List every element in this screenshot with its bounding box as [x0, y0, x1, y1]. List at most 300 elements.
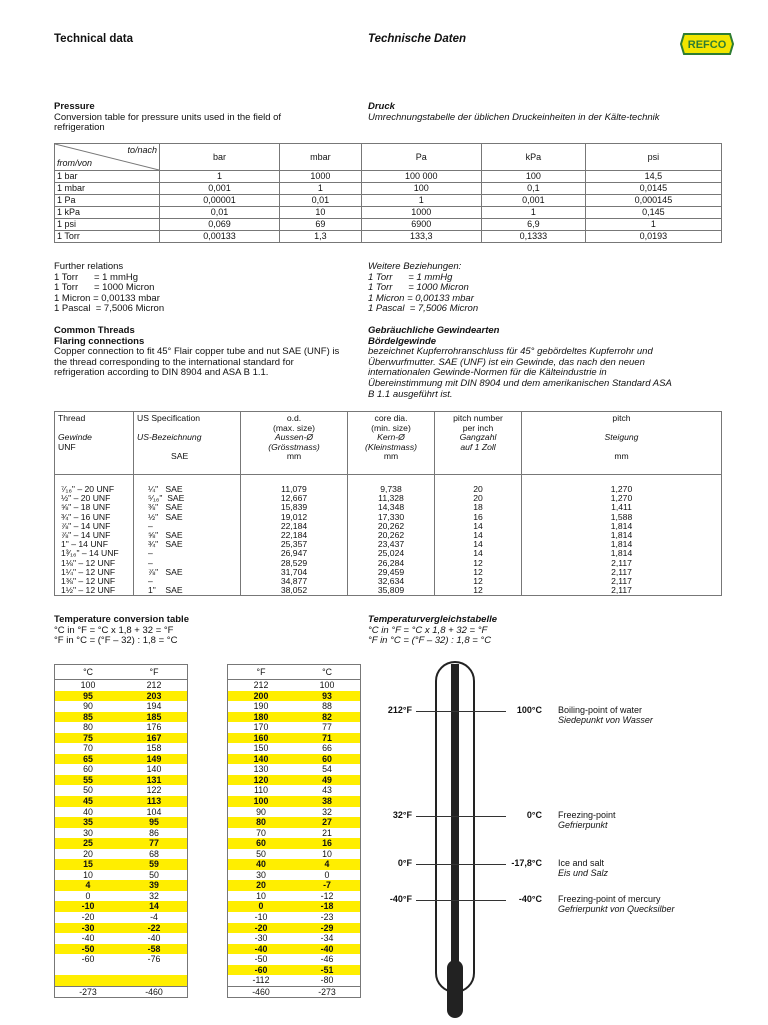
temp-value: -40 — [81, 933, 95, 944]
temp-value: 120 — [253, 774, 269, 785]
pitch-number: 14 — [435, 522, 522, 531]
temp-value: 110 — [253, 785, 269, 796]
temp-value: 60 — [322, 753, 332, 764]
temp-value: 90 — [83, 701, 93, 712]
core-diameter: 25,024 — [348, 549, 435, 558]
temp-value: 149 — [146, 753, 162, 764]
temp-value: 40 — [83, 806, 93, 817]
temp-row — [228, 975, 360, 986]
temp-row — [55, 785, 187, 796]
temp-row — [228, 807, 360, 818]
temp-value: 104 — [146, 806, 162, 817]
temp-value: -20 — [81, 912, 95, 923]
temp-value: 21 — [322, 827, 332, 838]
pitch-number: 12 — [435, 559, 522, 568]
relations-line: 1 Torr = 1 mmHg — [54, 271, 139, 283]
core-diameter: 23,437 — [348, 540, 435, 549]
temp-value: 32 — [149, 890, 159, 901]
pitch: 1,814 — [522, 549, 722, 558]
fahrenheit-to-celsius-table — [227, 664, 361, 998]
temp-value: -60 — [254, 964, 268, 975]
temp-row — [228, 859, 360, 870]
temp-value: -40 — [254, 943, 268, 954]
temperature-formula: °C in °F = °C x 1,8 + 32 = °F — [54, 624, 174, 636]
relations-line: 1 Micron = 0,00133 mbar — [368, 292, 474, 304]
pressure-row — [55, 183, 722, 195]
core-diameter: 20,262 — [348, 522, 435, 531]
outer-diameter: 15,839 — [241, 503, 348, 512]
temp-value: 55 — [83, 774, 93, 785]
outer-diameter: 34,877 — [241, 577, 348, 586]
thermometer-celsius-label: 100°C — [516, 705, 542, 715]
pressure-cell: 1 — [361, 195, 481, 207]
pressure-row — [55, 195, 722, 207]
pressure-cell: 0,01 — [280, 195, 362, 207]
pressure-description: Conversion table for pressure units used in the field of refrigeration — [54, 111, 282, 134]
pitch-number: 20 — [435, 485, 522, 494]
temp-value: 10 — [322, 848, 332, 859]
thread-size: 1½" – 12 UNF — [55, 586, 134, 596]
temp-value: -18 — [320, 901, 334, 912]
threads-description: Copper connection to fit 45° Flair copper tube and nut SAE (UNF) is the thread corresponding to the international standard for refrigeration according to DIN 8904 and ASA B 1.1. — [54, 346, 340, 379]
thermometer-fahrenheit-label: 32°F — [392, 810, 412, 820]
temperature-formula: °F in °C = (°F – 32) : 1,8 = °C — [54, 635, 178, 647]
temp-row — [228, 901, 360, 912]
temp-value: 54 — [322, 764, 332, 775]
temp-value: 200 — [253, 690, 269, 701]
temp-row — [55, 754, 187, 765]
temp-value: 10 — [256, 890, 266, 901]
pitch-number: 18 — [435, 503, 522, 512]
outer-diameter: 26,947 — [241, 549, 348, 558]
temp-value: 0 — [258, 901, 264, 912]
pressure-col-header: psi — [585, 144, 721, 171]
temp-row — [55, 807, 187, 818]
temp-row — [228, 743, 360, 754]
temp-value: -7 — [323, 880, 331, 891]
pitch-number: 14 — [435, 540, 522, 549]
description-en: Freezing-point of mercury — [558, 894, 661, 904]
core-diameter: 29,459 — [348, 568, 435, 577]
pressure-cell: 1000 — [361, 207, 481, 219]
temp-value: 75 — [83, 732, 93, 743]
us-spec: ¾" SAE — [134, 540, 241, 549]
col-header: °C — [83, 667, 93, 677]
pitch: 2,117 — [522, 586, 722, 596]
temp-value: 95 — [83, 690, 93, 701]
us-spec: – — [134, 559, 241, 568]
pressure-cell: 133,3 — [361, 231, 481, 243]
pressure-cell: 1 — [160, 171, 280, 183]
temp-value: 50 — [83, 785, 93, 796]
temp-row — [55, 838, 187, 849]
pressure-cell: 0,001 — [481, 195, 585, 207]
temp-value: 4 — [324, 859, 330, 870]
temp-value: 80 — [83, 722, 93, 733]
thread-size: ⁷⁄₁₆" – 20 UNF — [55, 485, 134, 494]
temp-value: 39 — [149, 880, 159, 891]
pressure-heading: Pressure — [54, 101, 95, 112]
temp-row — [228, 923, 360, 934]
pressure-col-header: mbar — [280, 144, 362, 171]
temp-value: 90 — [256, 806, 266, 817]
temperature-heading: Temperature conversion table — [54, 614, 189, 625]
temp-value: 25 — [83, 838, 93, 849]
pressure-cell: 0,001 — [160, 183, 280, 195]
temp-row — [55, 733, 187, 744]
pitch-number: 12 — [435, 568, 522, 577]
temp-row — [55, 743, 187, 754]
pressure-description-de: Umrechnungstabelle der üblichen Druckeinheiten in der Kälte-technik — [368, 111, 660, 123]
thermometer-fahrenheit-label: 0°F — [397, 858, 412, 868]
temperature-section-de — [368, 615, 497, 647]
col-header: °F — [149, 667, 159, 677]
pressure-col-header: bar — [160, 144, 280, 171]
pressure-cell: 14,5 — [585, 171, 721, 183]
description-de: Siedepunkt von Wasser — [558, 715, 653, 725]
thread-size: 1⅛" – 12 UNF — [55, 559, 134, 568]
temp-row — [228, 912, 360, 923]
us-spec: ⅞" SAE — [134, 568, 241, 577]
relations-line: Weitere Beziehungen: — [368, 261, 462, 272]
pitch: 1,814 — [522, 522, 722, 531]
temp-value: 20 — [256, 880, 266, 891]
temp-value: -50 — [254, 954, 268, 965]
temp-row — [55, 912, 187, 923]
temp-value: 15 — [83, 859, 93, 870]
thread-size: ⅝" – 18 UNF — [55, 503, 134, 512]
pitch: 1,814 — [522, 531, 722, 540]
temp-value: -51 — [320, 964, 334, 975]
temp-value: -29 — [320, 922, 334, 933]
temp-value: 70 — [256, 827, 266, 838]
pressure-cell: 0,069 — [160, 219, 280, 231]
temp-value: 140 — [253, 753, 269, 764]
threads-subheading-de: Bördelgewinde — [368, 335, 437, 347]
thermometer-celsius-label: -40°C — [518, 894, 542, 904]
temp-value: 85 — [83, 711, 93, 722]
temp-value: 70 — [83, 743, 93, 754]
core-diameter: 14,348 — [348, 503, 435, 512]
pitch-number: 16 — [435, 513, 522, 522]
thread-size: 1⅜" – 12 UNF — [55, 577, 134, 586]
thermometer-description — [558, 705, 678, 725]
temp-value: 0 — [85, 890, 91, 901]
threads-heading: Common Threads — [54, 325, 135, 336]
temp-row — [228, 775, 360, 786]
temp-row — [228, 828, 360, 839]
temp-value: 212 — [253, 680, 269, 690]
temp-value: 100 — [319, 680, 335, 690]
temp-value: -10 — [81, 901, 95, 912]
us-spec: – — [134, 577, 241, 586]
temp-row — [228, 754, 360, 765]
logo-text: REFCO — [687, 39, 727, 51]
us-spec: ⅝" SAE — [134, 531, 241, 540]
thermometer-celsius-label: 0°C — [526, 810, 542, 820]
thread-size: ⅞" – 14 UNF — [55, 522, 134, 531]
pressure-row-label: 1 mbar — [55, 183, 160, 195]
outer-diameter: 22,184 — [241, 522, 348, 531]
temp-value: -273 — [318, 986, 336, 997]
temp-value: 16 — [322, 838, 332, 849]
pitch: 2,117 — [522, 559, 722, 568]
col-header: °F — [256, 667, 266, 677]
pressure-cell: 100 — [361, 183, 481, 195]
pressure-cell: 1,3 — [280, 231, 362, 243]
temp-value: 32 — [322, 806, 332, 817]
us-spec: ⅜" SAE — [134, 503, 241, 512]
temp-value: -76 — [147, 954, 161, 965]
pressure-cell: 0,00133 — [160, 231, 280, 243]
temp-row — [228, 933, 360, 944]
us-spec: ½" SAE — [134, 513, 241, 522]
pressure-cell: 0,00001 — [160, 195, 280, 207]
pressure-table — [54, 143, 722, 243]
outer-diameter: 22,184 — [241, 531, 348, 540]
core-diameter: 9,738 — [348, 485, 435, 494]
temp-value: 93 — [322, 690, 332, 701]
threads-section-de — [368, 326, 678, 400]
temp-value: -20 — [254, 922, 268, 933]
temp-row — [55, 870, 187, 881]
pressure-row-label: 1 bar — [55, 171, 160, 183]
pressure-cell: 0,145 — [585, 207, 721, 219]
us-spec: ⁵⁄₁₆" SAE — [134, 494, 241, 503]
temp-value: 88 — [322, 701, 332, 712]
temp-row — [55, 680, 187, 691]
core-diameter: 11,328 — [348, 494, 435, 503]
temp-value: -460 — [145, 986, 163, 997]
temp-value: 60 — [83, 764, 93, 775]
pitch: 1,588 — [522, 513, 722, 522]
temp-value: 212 — [146, 680, 162, 690]
pressure-cell: 10 — [280, 207, 362, 219]
temp-value: 59 — [149, 859, 159, 870]
temperature-formula-de: °C in °F = °C x 1,8 + 32 = °F — [368, 624, 488, 636]
temp-value: -4 — [150, 912, 158, 923]
pitch: 2,117 — [522, 577, 722, 586]
temp-value: 77 — [322, 722, 332, 733]
temp-row — [55, 891, 187, 902]
description-de: Gefrierpunkt von Quecksilber — [558, 904, 675, 914]
thermometer-illustration — [430, 660, 480, 1020]
temp-value: 68 — [149, 848, 159, 859]
pressure-row-label: 1 Torr — [55, 231, 160, 243]
pressure-cell: 1 — [585, 219, 721, 231]
temp-value: -10 — [254, 912, 268, 923]
relations-line: 1 Torr = 1000 Micron — [368, 282, 469, 294]
thermometer-marker-line — [416, 816, 506, 817]
temp-value: 10 — [83, 869, 93, 880]
temp-value: 203 — [146, 690, 162, 701]
threads-heading-de: Gebräuchliche Gewindearten — [368, 325, 500, 336]
pressure-row — [55, 207, 722, 219]
temp-row — [55, 880, 187, 891]
page-title-de: Technische Daten — [368, 33, 466, 45]
temp-value: 4 — [85, 880, 91, 891]
temp-value: 50 — [256, 848, 266, 859]
pressure-cell: 100 — [481, 171, 585, 183]
temp-value: -30 — [81, 922, 95, 933]
pitch: 1,411 — [522, 503, 722, 512]
temp-row — [55, 712, 187, 723]
temp-value: 45 — [83, 796, 93, 807]
temp-row — [55, 933, 187, 944]
temp-value: 14 — [149, 901, 159, 912]
temp-row — [55, 849, 187, 860]
thread-col-header: Thread Gewinde UNF — [55, 412, 134, 475]
temp-gap-row — [55, 975, 187, 986]
thermometer-marker-line — [416, 900, 506, 901]
thermometer-celsius-label: -17,8°C — [511, 858, 542, 868]
pressure-row — [55, 171, 722, 183]
pitch: 1,270 — [522, 485, 722, 494]
temp-value: 66 — [322, 743, 332, 754]
temp-value: -460 — [252, 986, 270, 997]
temp-row — [55, 954, 187, 965]
threads-description-de: bezeichnet Kupferrohranschluss für 45° gebördeltes Kupferrohr und Überwurfmutter. SAE (UNF) ist ein Gewinde, das nach den neuen internationalen Gewinde-Normen für die Kälteindustrie in Übereinstimmung mit DIN 8904 und dem amerikanischen Standard ASA B 1.1 ausgeführt ist. — [368, 346, 672, 400]
thread-size: ⅞" – 14 UNF — [55, 531, 134, 540]
temp-row — [55, 775, 187, 786]
temp-row — [228, 944, 360, 955]
temp-row — [55, 796, 187, 807]
description-en: Freezing-point — [558, 810, 616, 820]
thread-size: 1" – 14 UNF — [55, 540, 134, 549]
od-col-header: o.d. (max. size) Aussen-Ø (Grösstmass) mm — [241, 412, 348, 475]
temp-value: -80 — [320, 975, 334, 986]
temp-row — [55, 944, 187, 955]
temp-value: 82 — [322, 711, 332, 722]
us-spec: – — [134, 549, 241, 558]
temp-row — [228, 733, 360, 744]
page-title-en: Technical data — [54, 33, 134, 45]
temp-value: 43 — [322, 785, 332, 796]
pitch: 2,117 — [522, 568, 722, 577]
temp-value: 176 — [146, 722, 162, 733]
temp-value: 167 — [146, 732, 162, 743]
temp-row — [228, 965, 360, 976]
temp-value: 131 — [146, 774, 162, 785]
temp-row — [228, 954, 360, 965]
thermometer-marker-line — [416, 864, 506, 865]
core-diameter: 35,809 — [348, 586, 435, 596]
temp-value: 30 — [83, 827, 93, 838]
relations-line: 1 Torr = 1000 Micron — [54, 282, 155, 294]
celsius-to-fahrenheit-table — [54, 664, 188, 998]
temp-row-absolute-zero — [55, 986, 187, 998]
thermometer-description — [558, 858, 678, 878]
temp-row — [228, 891, 360, 902]
us-spec-col-header: US Specification US-Bezeichnung SAE — [134, 412, 241, 475]
relations-line: 1 Pascal = 7,5006 Micron — [54, 303, 165, 315]
temp-row — [228, 680, 360, 691]
pressure-cell: 1 — [481, 207, 585, 219]
temp-value: -46 — [320, 954, 334, 965]
description-de: Eis und Salz — [558, 868, 609, 878]
pressure-col-header: Pa — [361, 144, 481, 171]
temp-value: 86 — [149, 827, 159, 838]
temp-value: 180 — [253, 711, 269, 722]
temp-row — [55, 828, 187, 839]
outer-diameter: 28,529 — [241, 559, 348, 568]
pressure-cell: 0,0193 — [585, 231, 721, 243]
pitch-number: 20 — [435, 494, 522, 503]
temp-value: 95 — [149, 817, 159, 828]
temp-row — [55, 764, 187, 775]
temp-value: -58 — [147, 943, 161, 954]
temp-value: -40 — [147, 933, 161, 944]
temp-value: 80 — [256, 817, 266, 828]
temp-value: -60 — [81, 954, 95, 965]
temp-value: 140 — [146, 764, 162, 775]
pitch-number: 12 — [435, 577, 522, 586]
pressure-cell: 0,000145 — [585, 195, 721, 207]
relations-en — [54, 262, 164, 315]
pressure-cell: 1 — [280, 183, 362, 195]
temp-row — [55, 923, 187, 934]
temp-value: 60 — [256, 838, 266, 849]
thread-size: 1¼" – 12 UNF — [55, 568, 134, 577]
temp-gap-row — [55, 965, 187, 976]
temp-value: 27 — [322, 817, 332, 828]
pressure-row — [55, 219, 722, 231]
core-diameter: 17,330 — [348, 513, 435, 522]
core-diameter: 32,634 — [348, 577, 435, 586]
temp-value: 38 — [322, 796, 332, 807]
temperature-section-en — [54, 615, 189, 647]
us-spec: ¼" SAE — [134, 485, 241, 494]
thread-size: ½" – 20 UNF — [55, 494, 134, 503]
core-diameter: 26,284 — [348, 559, 435, 568]
pitch-number: 14 — [435, 531, 522, 540]
thread-row — [55, 586, 722, 596]
pressure-section-en — [54, 102, 334, 134]
temp-value: 0 — [324, 869, 330, 880]
pitch-number: 12 — [435, 586, 522, 596]
temp-row — [228, 764, 360, 775]
pitch: 1,814 — [522, 540, 722, 549]
temp-value: 130 — [253, 764, 269, 775]
temp-row — [228, 712, 360, 723]
temperature-heading-de: Temperaturvergleichstabelle — [368, 614, 498, 625]
temp-row — [55, 901, 187, 912]
temp-value: -112 — [252, 975, 270, 986]
thermometer-marker-line — [416, 711, 506, 712]
temp-row-absolute-zero — [228, 986, 360, 998]
thermometer-description — [558, 810, 678, 830]
pressure-col-header: kPa — [481, 144, 585, 171]
pressure-cell: 0,1333 — [481, 231, 585, 243]
outer-diameter: 11,079 — [241, 485, 348, 494]
description-de: Gefrierpunkt — [558, 820, 608, 830]
temp-row — [228, 785, 360, 796]
threads-subheading: Flaring connections — [54, 335, 145, 347]
col-header: °C — [322, 667, 332, 677]
temp-value: 35 — [83, 817, 93, 828]
pressure-cell: 1000 — [280, 171, 362, 183]
temp-value: -30 — [254, 933, 268, 944]
temp-value: -22 — [147, 922, 161, 933]
description-en: Boiling-point of water — [558, 705, 643, 715]
pressure-cell: 0,0145 — [585, 183, 721, 195]
temp-value: 160 — [253, 732, 269, 743]
corner-to-label: to/nach — [127, 145, 157, 155]
pressure-corner-cell — [55, 144, 160, 171]
temp-row — [228, 796, 360, 807]
pitch-number: 14 — [435, 549, 522, 558]
temp-row — [228, 849, 360, 860]
